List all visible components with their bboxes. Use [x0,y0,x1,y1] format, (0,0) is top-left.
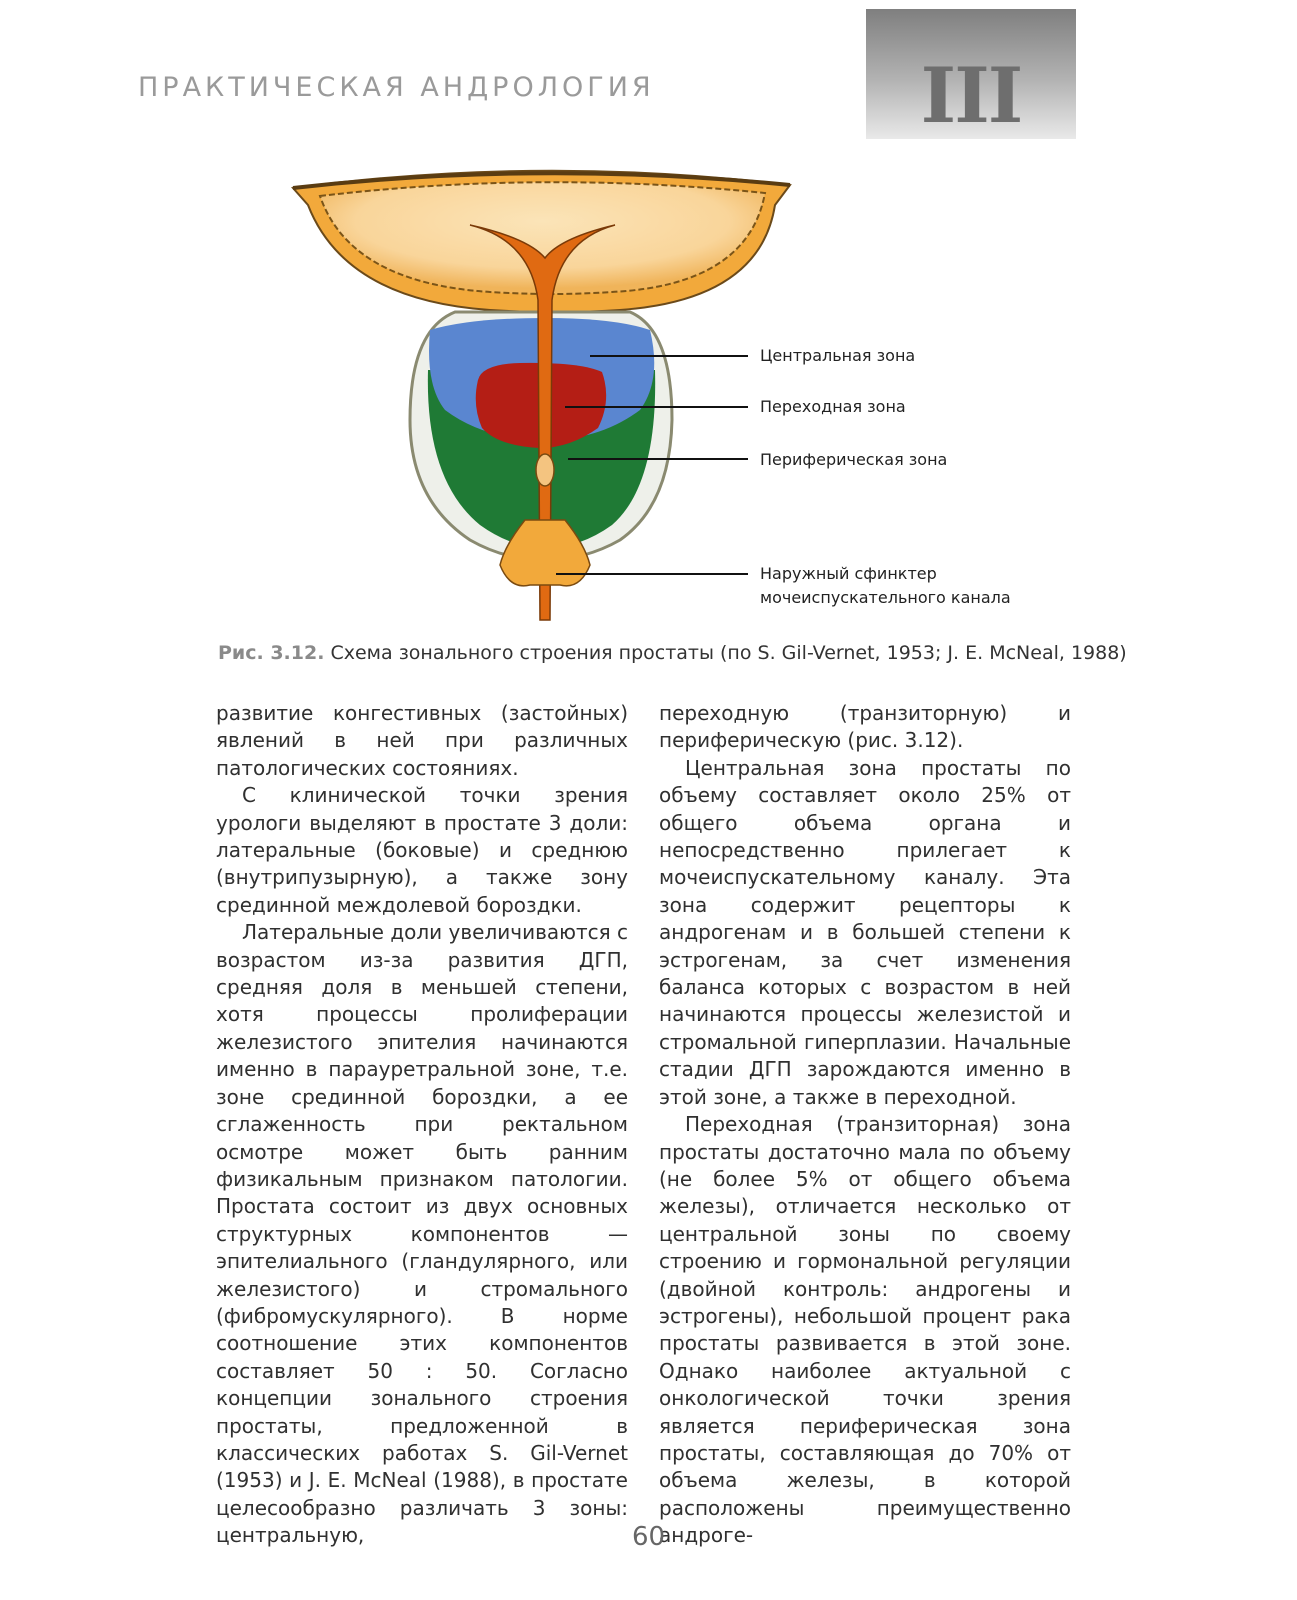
paragraph: Центральная зона простаты по объему составляет около 25% от общего объема органа и непосредственно прилегает к мочеиспускательному каналу. Эта зона содержит рецепторы к андрогенам и в большей степени к эстрогенам, за счет изменения баланса которых с возрастом в ней начинаются процессы железистой и стромальной гиперплазии. Начальные стадии ДГП зарождаются именно в этой зоне, а также в переходной. [659,755,1071,1109]
text-column-right [659,700,1071,1550]
label-transitional-zone: Переходная зона [760,397,906,416]
running-title: ПРАКТИЧЕСКАЯ АНДРОЛОГИЯ [138,72,655,103]
chapter-number: III [920,51,1022,140]
paragraph: С клинической точки зрения урологи выделяют в простате 3 доли: латеральные (боковые) и среднюю (внутрипузырную), а также зону срединной междолевой бороздки. [216,783,628,917]
prostate-zone-figure [0,0,1297,640]
figure-caption [218,642,1127,664]
text-column-left [216,700,628,1550]
page-number: 60 [631,1522,666,1552]
prostate-diagram [0,0,1297,640]
label-sphincter-line2: мочеиспускательного канала [760,588,1011,607]
label-sphincter-line1: Наружный сфинктер [760,564,937,583]
paragraph: Латеральные доли увеличиваются с возрастом из-за развития ДГП, средняя доля в меньшей степени, хотя процессы пролиферации железистого эпителия начинаются именно в парауретральной зоне, т.е. зоне срединной бороздки, а ее сглаженность при ректальном осмотре может быть ранним физикальным признаком патологии. Простата состоит из двух основных структурных компонентов — эпителиального (гландулярного, или железистого) и стромального (фибромускулярного). В норме соотношение этих компонентов составляет 50 : 50. Согласно концепции зонального строения простаты, предложенной в классических работах S. Gil-Vernet (1953) и J. E. McNeal (1988), в простате целесообразно различать 3 зоны: центральную, [216,920,628,1548]
verumontanum [536,454,554,486]
caption-text: Схема зонального строения простаты (по S. Gil-Vernet, 1953; J. E. McNeal, 1988) [324,642,1127,664]
paragraph: развитие конгестивных (застойных) явлений в ней при различных патологических состояниях. [216,701,628,780]
paragraph: переходную (транзиторную) и периферическую (рис. 3.12). [659,701,1071,753]
paragraph: Переходная (транзиторная) зона простаты достаточно мала по объему (не более 5% от общего объема железы), отличается несколько от центральной зоны по своему строению и гормональной регуляции (двойной контроль: андрогены и эстрогены), небольшой процент рака простаты развивается в этой зоне. Однако наиболее актуальной с онкологической точки зрения является периферическая зона простаты, составляющая до 70% от объема железы, в которой расположены преимущественно андроге- [659,1112,1071,1548]
label-peripheral-zone: Периферическая зона [760,450,948,469]
label-central-zone: Центральная зона [760,346,916,365]
caption-label: Рис. 3.12. [218,642,325,664]
